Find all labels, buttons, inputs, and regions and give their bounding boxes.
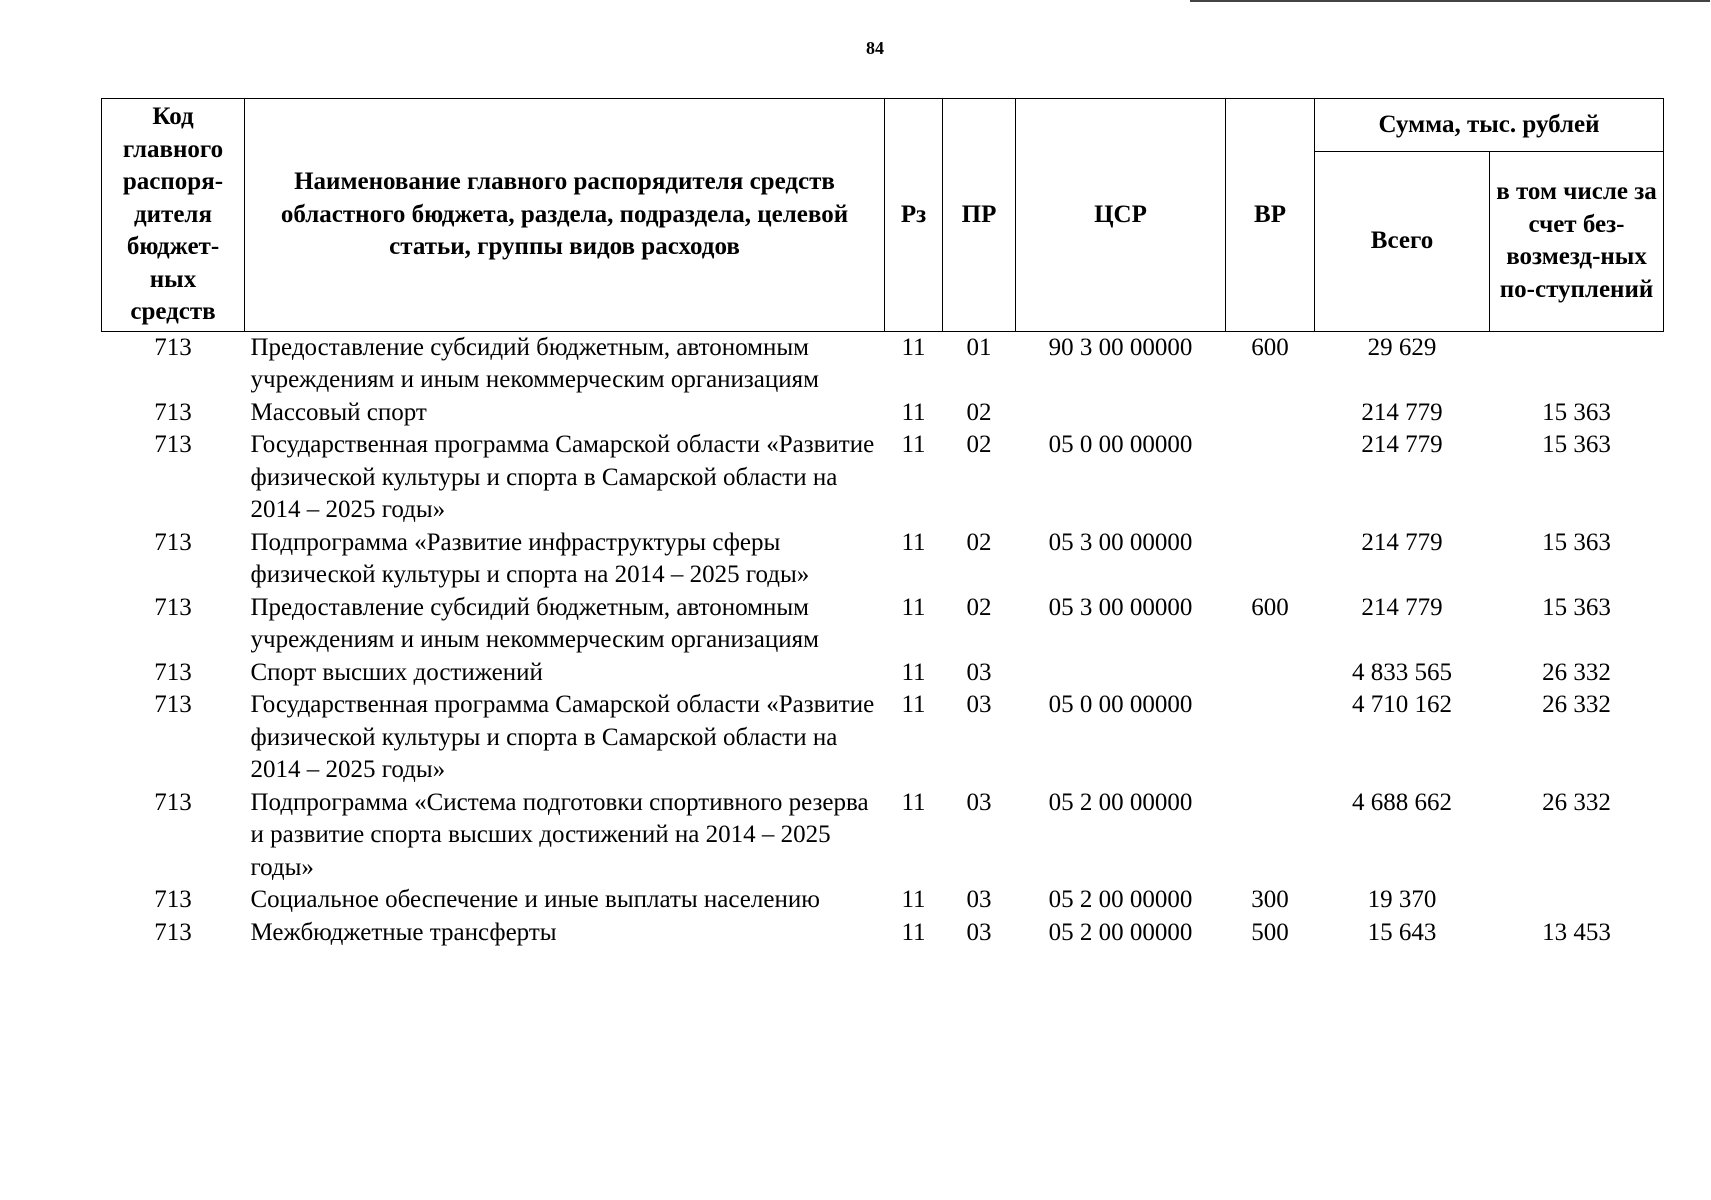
cell-code: 713 — [154, 528, 192, 556]
header-rz: Рз — [885, 99, 943, 332]
cell-rz: 11 — [901, 528, 926, 556]
cell-vr — [1226, 397, 1315, 430]
page-number: 84 — [866, 38, 884, 58]
cell-csr: 05 3 00 00000 — [1048, 593, 1193, 621]
cell-total: 4 833 565 — [1352, 658, 1452, 686]
cell-total: 214 779 — [1361, 528, 1443, 556]
cell-pr: 03 — [966, 691, 992, 718]
cell-rz: 11 — [901, 593, 926, 621]
cell-name: Спорт высших достижений — [250, 658, 543, 686]
cell-name: Государственная программа Самарской области «Развитие физической культуры и спорта в Самарской области на 2014 – 2025 годы» — [250, 431, 875, 523]
cell-pr: 03 — [966, 658, 992, 686]
cell-free — [1490, 331, 1664, 397]
cell-vr — [1226, 657, 1315, 690]
table-row — [102, 429, 1664, 527]
header-csr: ЦСР — [1016, 99, 1226, 332]
cell-code: 713 — [154, 398, 192, 426]
scan-edge-line — [1190, 0, 1710, 2]
header-name: Наименование главного распорядителя средств областного бюджета, раздела, подраздела, целевой статьи, группы видов расходов — [245, 99, 885, 332]
cell-rz: 11 — [901, 431, 926, 458]
table-row — [102, 397, 1664, 430]
cell-vr: 600 — [1251, 593, 1289, 621]
cell-total: 15 643 — [1367, 918, 1437, 946]
cell-code: 713 — [154, 886, 192, 913]
cell-code: 713 — [154, 658, 192, 686]
header-free: в том числе за счет без-возмезд-ных по-ступлений — [1490, 151, 1664, 331]
header-sum-group: Сумма, тыс. рублей — [1315, 99, 1664, 152]
table-row — [102, 527, 1664, 592]
cell-rz: 11 — [901, 788, 926, 816]
cell-vr — [1226, 429, 1315, 527]
cell-code: 713 — [154, 918, 192, 946]
cell-csr — [1016, 397, 1226, 430]
cell-name: Межбюджетные трансферты — [250, 918, 557, 946]
cell-free: 13 453 — [1542, 918, 1611, 946]
cell-free: 26 332 — [1542, 691, 1611, 718]
cell-name: Предоставление субсидий бюджетным, автономным учреждениям и иным некоммерческим организациям — [250, 333, 819, 393]
cell-rz: 11 — [901, 333, 926, 361]
cell-free — [1490, 884, 1664, 917]
cell-rz: 11 — [901, 691, 926, 718]
table-row — [102, 917, 1664, 950]
cell-csr: 05 0 00 00000 — [1048, 431, 1193, 458]
cell-vr: 600 — [1251, 333, 1289, 361]
cell-free: 15 363 — [1542, 528, 1611, 556]
cell-code: 713 — [154, 431, 192, 458]
cell-rz: 11 — [901, 918, 926, 946]
table-header — [102, 99, 1664, 332]
cell-code: 713 — [154, 333, 192, 361]
cell-vr: 500 — [1251, 918, 1289, 946]
cell-csr: 90 3 00 00000 — [1048, 333, 1193, 361]
cell-total: 4 710 162 — [1352, 691, 1452, 718]
cell-free: 15 363 — [1542, 593, 1611, 621]
table-row — [102, 657, 1664, 690]
cell-pr: 02 — [966, 431, 992, 458]
cell-pr: 02 — [966, 528, 992, 556]
cell-csr: 05 0 00 00000 — [1048, 691, 1193, 718]
cell-name: Подпрограмма «Развитие инфраструктуры сферы физической культуры и спорта на 2014 – 2025 годы» — [250, 528, 810, 588]
cell-pr: 02 — [966, 398, 992, 426]
table-row — [102, 787, 1664, 885]
cell-code: 713 — [154, 788, 192, 816]
cell-free: 15 363 — [1542, 398, 1611, 426]
cell-name: Предоставление субсидий бюджетным, автономным учреждениям и иным некоммерческим организациям — [250, 593, 819, 653]
cell-total: 4 688 662 — [1352, 788, 1452, 816]
cell-total: 214 779 — [1361, 593, 1443, 621]
cell-pr: 01 — [966, 333, 992, 361]
cell-rz: 11 — [901, 398, 926, 426]
cell-vr: 300 — [1251, 886, 1289, 913]
cell-free: 15 363 — [1542, 431, 1611, 458]
cell-total: 19 370 — [1367, 886, 1437, 913]
table-body — [102, 331, 1664, 949]
header-code: Код главного распоря-дителя бюджет-ных средств — [102, 99, 245, 332]
cell-free: 26 332 — [1542, 658, 1611, 686]
cell-name: Подпрограмма «Система подготовки спортивного резерва и развитие спорта высших достижений на 2014 – 2025 годы» — [250, 788, 869, 881]
cell-csr: 05 2 00 00000 — [1048, 918, 1193, 946]
table-row — [102, 689, 1664, 787]
cell-pr: 03 — [966, 788, 992, 816]
budget-table — [101, 98, 1664, 949]
cell-free: 26 332 — [1542, 788, 1611, 816]
cell-csr: 05 2 00 00000 — [1048, 886, 1193, 913]
cell-rz: 11 — [901, 658, 926, 686]
cell-total: 214 779 — [1361, 431, 1443, 458]
cell-vr — [1226, 787, 1315, 885]
cell-name: Государственная программа Самарской области «Развитие физической культуры и спорта в Самарской области на 2014 – 2025 годы» — [250, 691, 875, 783]
cell-csr — [1016, 657, 1226, 690]
cell-total: 29 629 — [1367, 333, 1437, 361]
table-row — [102, 592, 1664, 657]
cell-name: Социальное обеспечение и иные выплаты населению — [250, 886, 820, 913]
cell-vr — [1226, 527, 1315, 592]
cell-pr: 03 — [966, 918, 992, 946]
header-total: Всего — [1315, 151, 1490, 331]
header-pr: ПР — [943, 99, 1016, 332]
cell-total: 214 779 — [1361, 398, 1443, 426]
cell-csr: 05 2 00 00000 — [1048, 788, 1193, 816]
cell-pr: 03 — [966, 886, 992, 913]
cell-csr: 05 3 00 00000 — [1048, 528, 1193, 556]
cell-rz: 11 — [901, 886, 926, 913]
table-row — [102, 884, 1664, 917]
cell-code: 713 — [154, 691, 192, 718]
cell-code: 713 — [154, 593, 192, 621]
cell-name: Массовый спорт — [250, 398, 427, 426]
cell-vr — [1226, 689, 1315, 787]
table-row — [102, 331, 1664, 397]
cell-pr: 02 — [966, 593, 992, 621]
header-vr: ВР — [1226, 99, 1315, 332]
